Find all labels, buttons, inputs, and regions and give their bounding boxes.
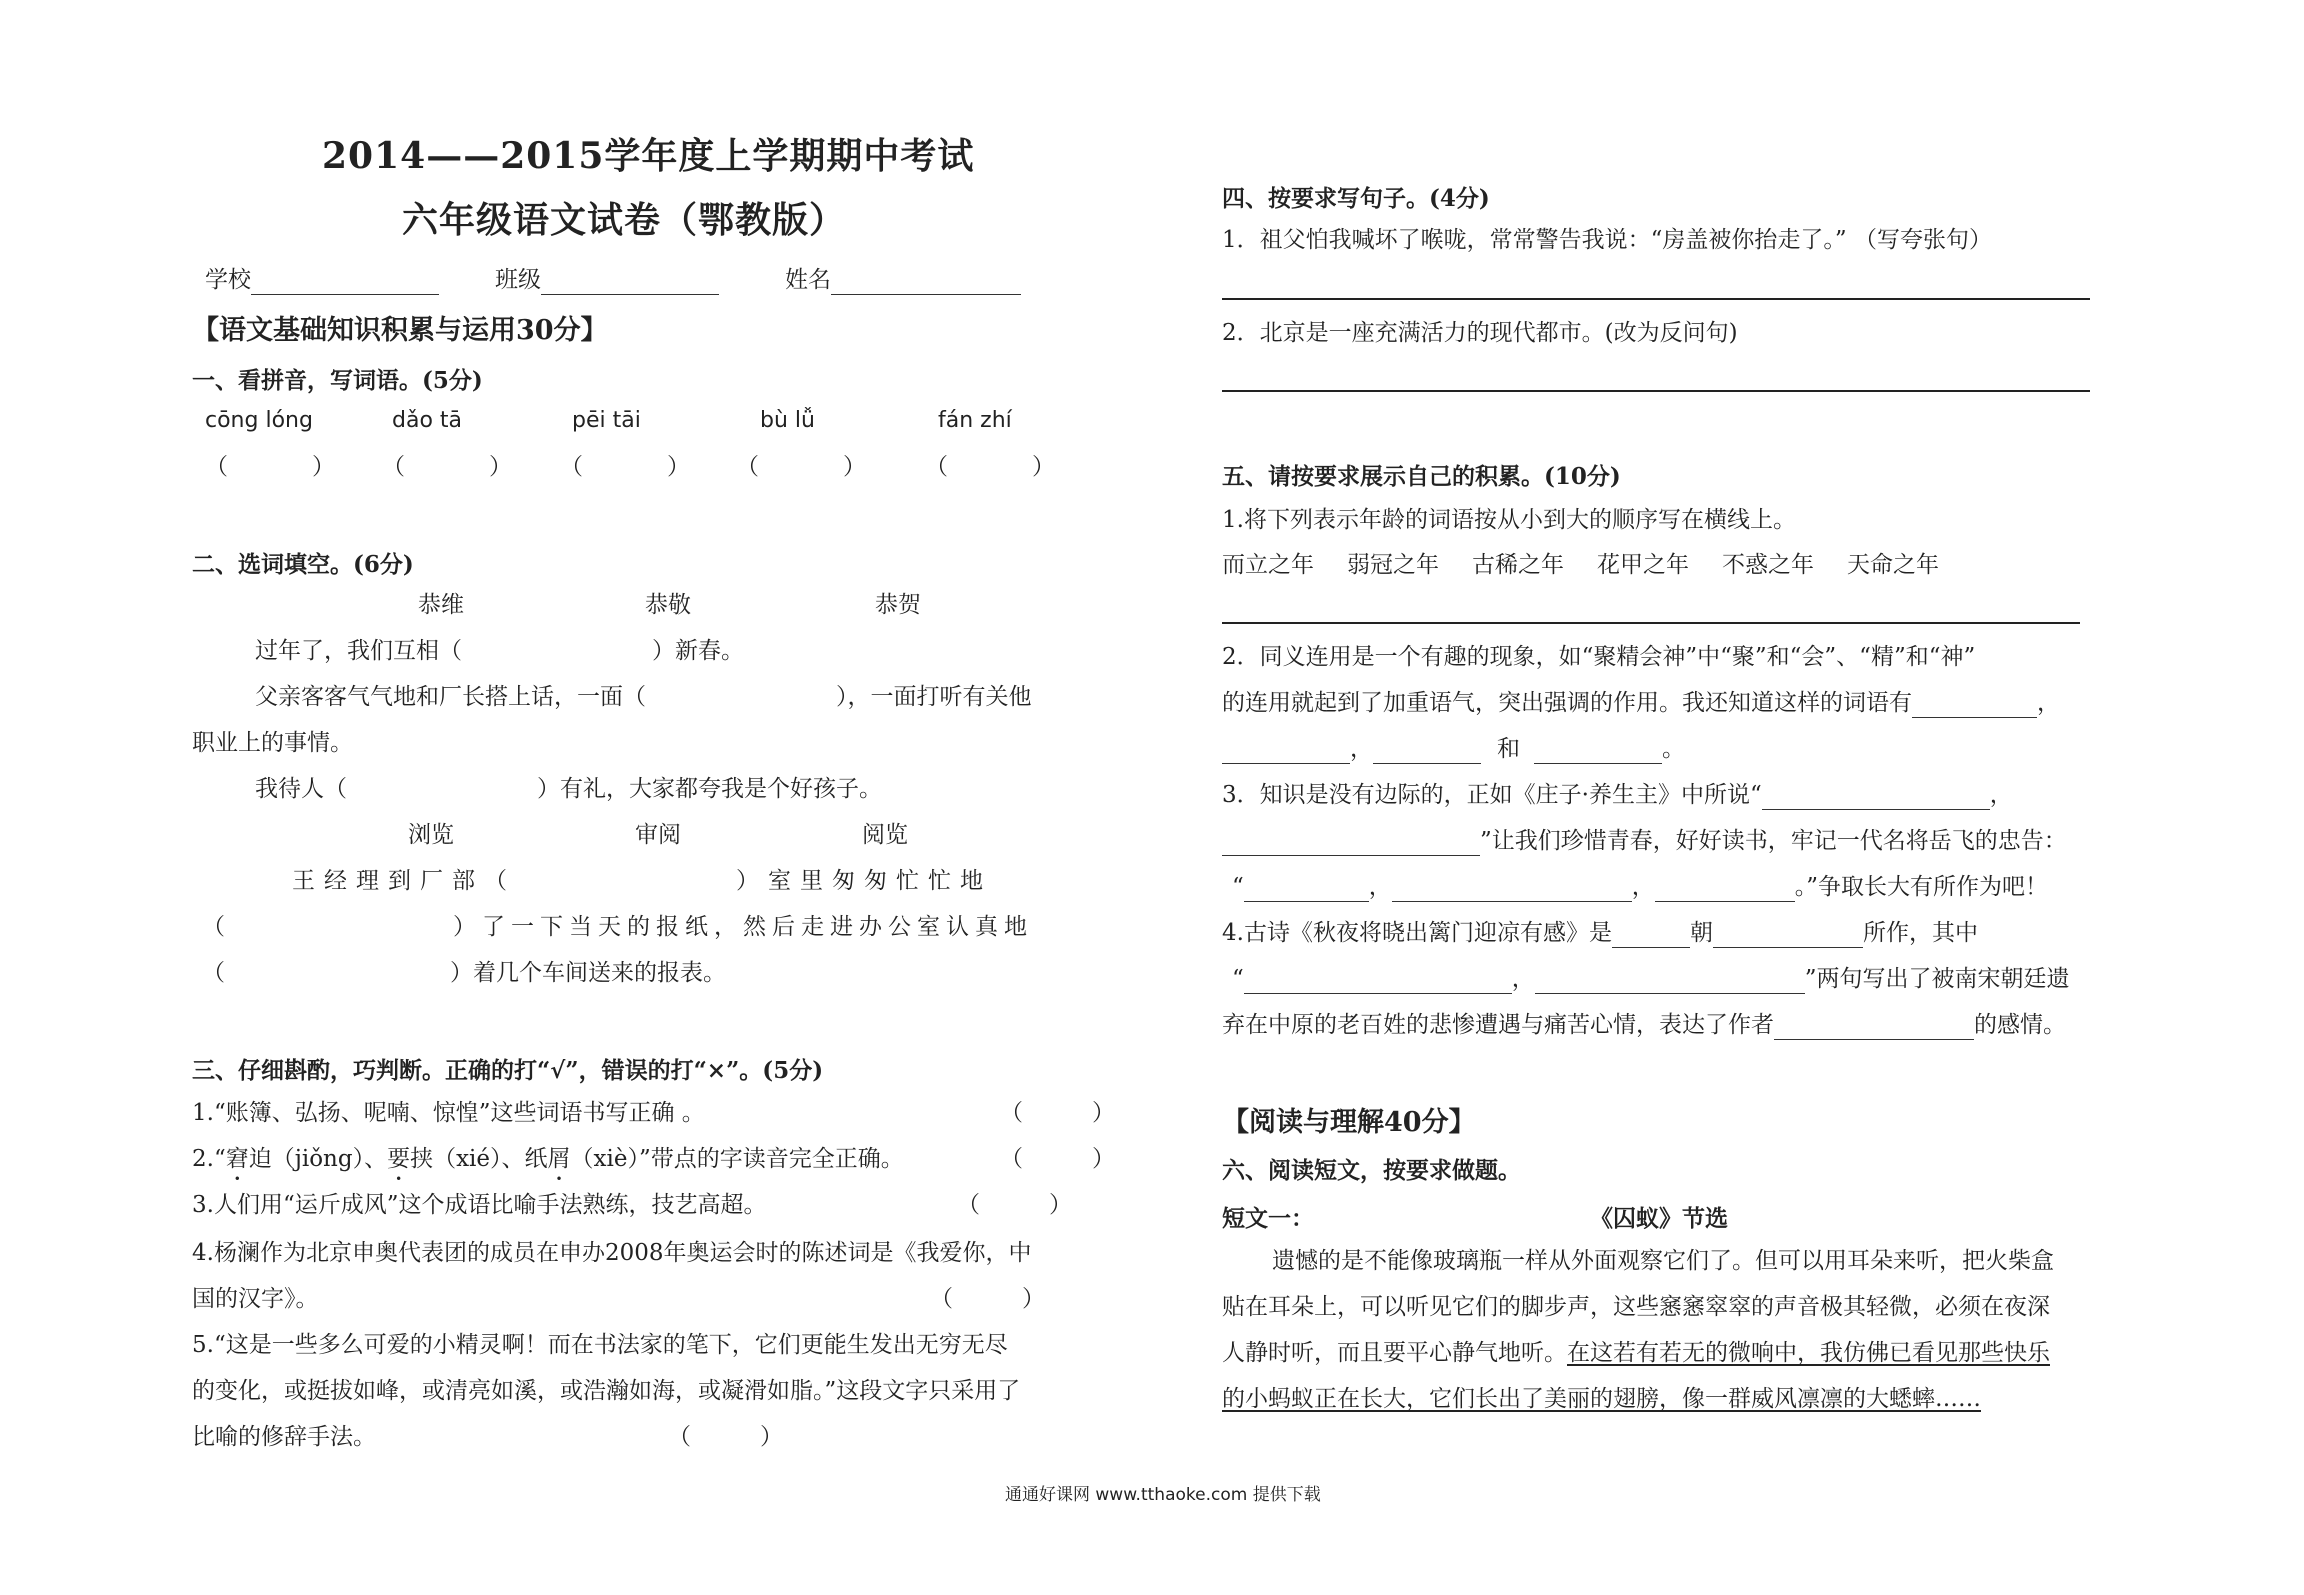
q5-item-1: 1.将下列表示年龄的词语按从小到大的顺序写在横线上。 xyxy=(1222,507,1796,533)
q6-heading: 六、阅读短文，按要求做题。 xyxy=(1222,1157,1521,1184)
judge-item-3: 3.人们用“运斤成风”这个成语比喻手法熟练，技艺高超。 xyxy=(192,1192,767,1218)
age-word: 天命之年 xyxy=(1847,552,1939,578)
name-label: 姓名 xyxy=(785,267,831,293)
q3-heading: 三、仔细斟酌，巧判断。正确的打“√”，错误的打“×”。(5分) xyxy=(192,1057,824,1084)
fill-sentence-6: （ ）着几个车间送来的报表。 xyxy=(202,960,726,986)
age-word: 不惑之年 xyxy=(1722,552,1814,578)
part2-heading: 【阅读与理解40分】 xyxy=(1222,1107,1476,1138)
judge-item-4-cont: 国的汉字》。 xyxy=(192,1286,319,1312)
exam-title-line1: 2014——2015学年度上学期期中考试 xyxy=(322,135,975,177)
judge-item-4: 4.杨澜作为北京申奥代表团的成员在申办2008年奥运会时的陈述词是《我爱你，中 xyxy=(192,1240,1032,1266)
q4-heading: 四、按要求写句子。(4分) xyxy=(1222,185,1490,212)
answer-box-5[interactable]: （ ） xyxy=(925,454,1055,480)
answer-line-q4-2[interactable] xyxy=(1222,390,2090,392)
q4-item-1: 1．祖父怕我喊坏了喉咙，常常警告我说：“房盖被你抬走了。” （写夸张句） xyxy=(1222,227,1992,253)
answer-box-3[interactable]: （ ） xyxy=(560,454,690,480)
part1-heading: 【语文基础知识积累与运用30分】 xyxy=(192,315,608,346)
q2-heading: 二、选词填空。(6分) xyxy=(192,551,414,578)
answer-box-1[interactable]: （ ） xyxy=(205,454,335,480)
judge-paren-2[interactable]: （ ） xyxy=(1000,1146,1115,1172)
fill-sentence-3: 我待人（ ）有礼，大家都夸我是个好孩子。 xyxy=(255,776,882,802)
passage-title: 《囚蚁》节选 xyxy=(1590,1205,1728,1232)
exam-title-line2: 六年级语文试卷（鄂教版） xyxy=(402,199,847,241)
pinyin-4: bù lǚ xyxy=(760,408,815,433)
q5-item-2: 2．同义连用是一个有趣的现象，如“聚精会神”中“聚”和“会”、“精”和“神” xyxy=(1222,644,1976,670)
footer-credit: 通通好课网 www.tthaoke.com 提供下载 xyxy=(1005,1485,1321,1505)
q5-item-4-cont: “ ， ”两句写出了被南宋朝廷遗 xyxy=(1232,966,2070,992)
word-option: 恭敬 xyxy=(645,592,691,618)
fill-sentence-2-cont: 职业上的事情。 xyxy=(192,730,353,756)
answer-line-ages[interactable] xyxy=(1222,622,2080,624)
q5-item-2-end: ， 和 。 xyxy=(1222,734,1685,764)
fill-sentence-2: 父亲客客气气地和厂长搭上话，一面（ ），一面打听有关他 xyxy=(255,684,1032,710)
q5-item-3-end: “ ， ， 。”争取长大有所作为吧！ xyxy=(1232,874,2049,900)
q5-item-3: 3．知识是没有边际的，正如《庄子·养生主》中所说“ ， xyxy=(1222,782,2013,808)
judge-paren-3[interactable]: （ ） xyxy=(957,1192,1072,1218)
word-option: 阅览 xyxy=(862,822,908,848)
passage-line-2: 贴在耳朵上，可以听见它们的脚步声，这些窸窸窣窣的声音极其轻微，必须在夜深 xyxy=(1222,1294,2050,1320)
answer-box-4[interactable]: （ ） xyxy=(736,454,866,480)
passage-line-4: 的小蚂蚁正在长大，它们长出了美丽的翅膀，像一群威风凛凛的大蟋蟀…… xyxy=(1222,1386,1981,1412)
pinyin-3: pēi tāi xyxy=(572,408,641,433)
answer-box-2[interactable]: （ ） xyxy=(382,454,512,480)
word-option: 浏览 xyxy=(408,822,454,848)
school-field[interactable] xyxy=(205,265,439,295)
class-label: 班级 xyxy=(495,267,541,293)
fill-sentence-5: （ ）了一下当天的报纸，然后走进办公室认真地 xyxy=(202,914,1033,940)
word-option: 恭贺 xyxy=(875,592,921,618)
judge-item-5: 5.“这是一些多么可爱的小精灵啊！而在书法家的笔下，它们更能生发出无穷无尽 xyxy=(192,1332,1008,1358)
judge-paren-4[interactable]: （ ） xyxy=(930,1286,1045,1312)
name-field[interactable] xyxy=(785,265,1021,295)
school-label: 学校 xyxy=(205,267,251,293)
judge-paren-1[interactable]: （ ） xyxy=(1000,1100,1115,1126)
q5-item-4: 4.古诗《秋夜将晓出篱门迎凉有感》是 朝 所作，其中 xyxy=(1222,920,1978,946)
passage-line-1: 遗憾的是不能像玻璃瓶一样从外面观察它们了。但可以用耳朵来听，把火柴盒 xyxy=(1272,1248,2054,1274)
q5-item-3-cont: ”让我们珍惜青春，好好读书，牢记一代名将岳飞的忠告： xyxy=(1222,826,2067,856)
q1-heading: 一、看拼音，写词语。(5分) xyxy=(192,367,483,394)
passage-line-3: 人静时听，而且要平心静气地听。在这若有若无的微响中，我仿佛已看见那些快乐 xyxy=(1222,1340,2050,1366)
class-field[interactable] xyxy=(495,265,719,295)
age-word: 而立之年 xyxy=(1222,552,1314,578)
age-word: 古稀之年 xyxy=(1472,552,1564,578)
q5-heading: 五、请按要求展示自己的积累。(10分) xyxy=(1222,463,1621,490)
word-option: 恭维 xyxy=(418,592,464,618)
q4-item-2: 2．北京是一座充满活力的现代都市。(改为反问句) xyxy=(1222,320,1738,346)
pinyin-5: fán zhí xyxy=(938,408,1012,433)
judge-item-5-end: 比喻的修辞手法。 xyxy=(192,1424,376,1450)
word-option: 审阅 xyxy=(635,822,681,848)
answer-line-q4-1[interactable] xyxy=(1222,298,2090,300)
pinyin-1: cōng lóng xyxy=(205,408,313,433)
passage-label: 短文一： xyxy=(1222,1205,1314,1232)
q5-item-2-cont: 的连用就起到了加重语气，突出强调的作用。我还知道这样的词语有 ， xyxy=(1222,690,2060,716)
judge-paren-5[interactable]: （ ） xyxy=(668,1424,783,1450)
judge-item-5-cont: 的变化，或挺拔如峰，或清亮如溪，或浩瀚如海，或凝滑如脂。”这段文字只采用了 xyxy=(192,1378,1021,1404)
age-word: 花甲之年 xyxy=(1597,552,1689,578)
fill-sentence-1: 过年了，我们互相（ ）新春。 xyxy=(255,638,744,664)
fill-sentence-4: 王经理到厂部（ ）室里匆匆忙忙地 xyxy=(292,868,992,894)
q5-item-4-end: 弃在中原的老百姓的悲惨遭遇与痛苦心情，表达了作者 的感情。 xyxy=(1222,1012,2066,1038)
judge-item-1: 1.“账簿、弘扬、呢喃、惊惶”这些词语书写正确 。 xyxy=(192,1100,705,1126)
age-word: 弱冠之年 xyxy=(1347,552,1439,578)
pinyin-2: dǎo tā xyxy=(392,408,463,433)
judge-item-2: 2.“窘迫（jiǒng）、要挟（xié）、纸屑（xiè）”带点的字读音完全正确。 xyxy=(192,1146,904,1172)
